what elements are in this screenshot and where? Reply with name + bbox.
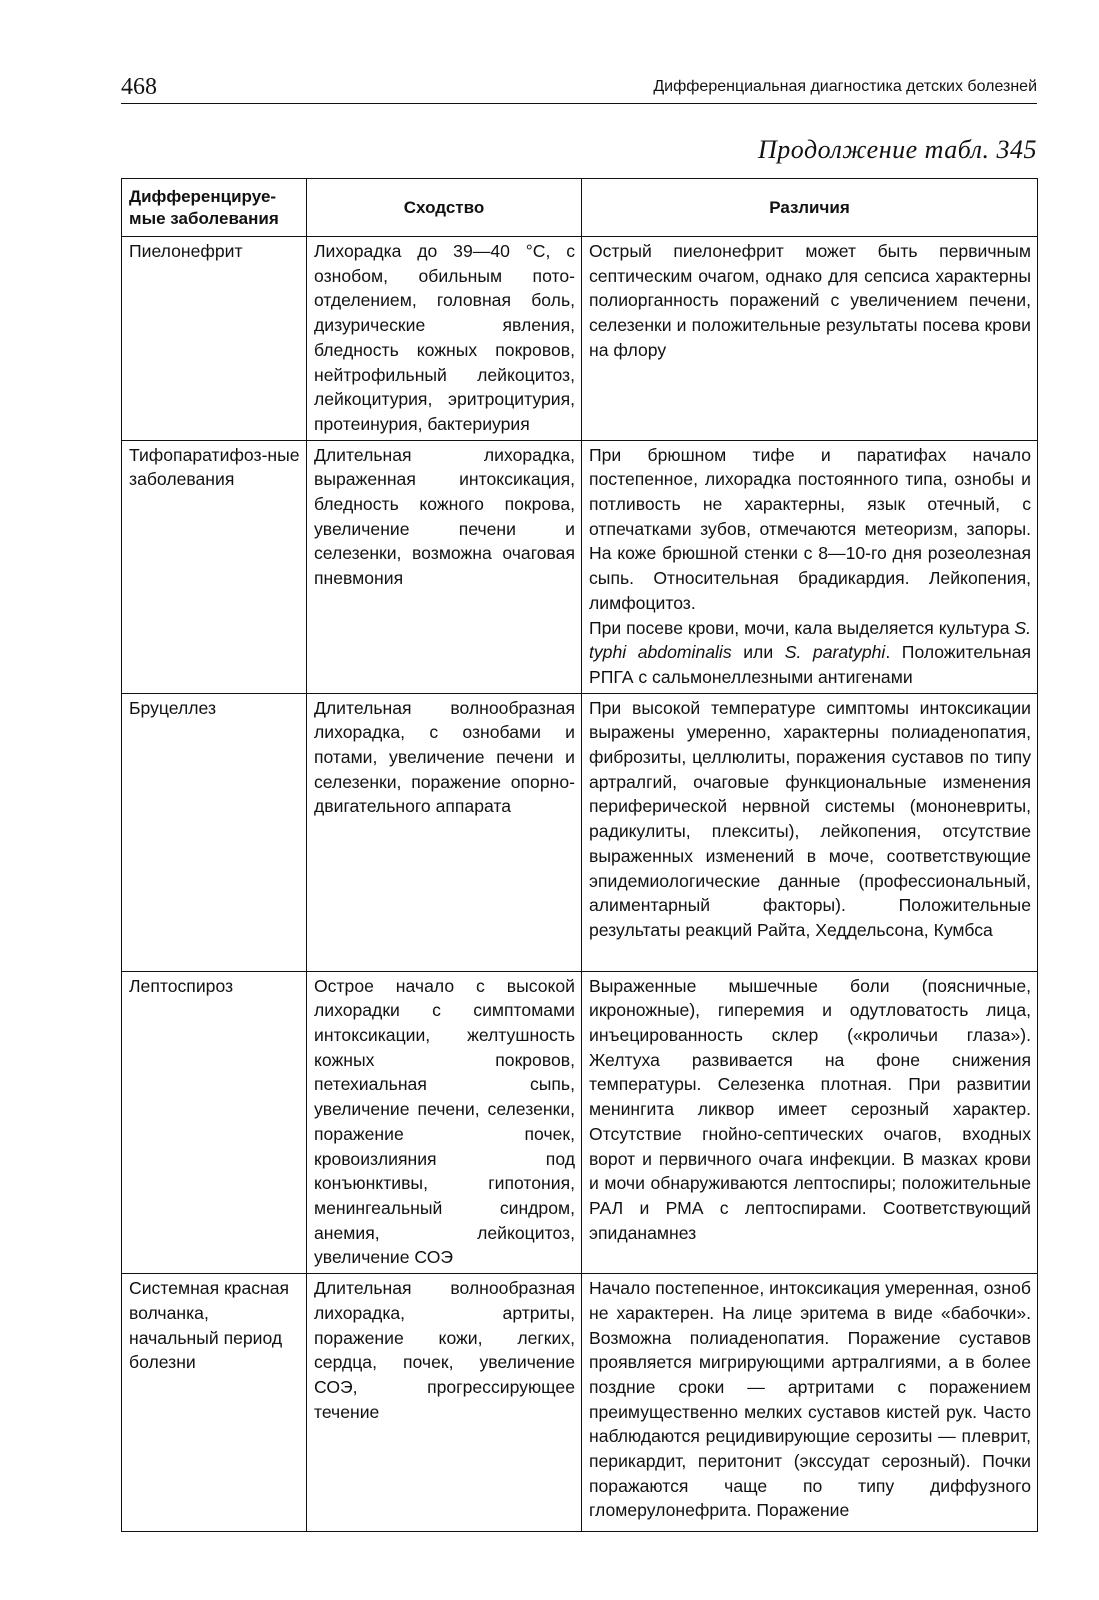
differences-cell: При высокой температуре симптомы интоксикации выражены умеренно, характерны полиаденопатия, фиброзиты, целлюлиты, поражения суставов по типу артралгий, очаговые функциональные изменения периферической нервной системы (мононевриты, радикулиты, плекситы), лейкопения, отсутствие выраженных изменений в моче, соответствующие эпидемиологические данные (профессиональный, алиментарный факторы). Положительные результаты реакций Райта, Хеддельсона, Кумбса: [582, 693, 1038, 971]
column-header-diseases: Дифференцируе- мые заболевания: [122, 179, 307, 237]
disease-name: Лептоспироз: [122, 971, 307, 1273]
page-number: 468: [121, 74, 157, 100]
table-row: [122, 971, 1038, 1273]
running-title: Дифференциальная диагностика детских болезней: [653, 78, 1037, 95]
similarity-cell: Длительная волнообразная лихорадка, с ознобами и потами, увеличение печени и селезенки, поражение опорно-двигательного аппарата: [307, 693, 582, 971]
disease-name: Пиелонефрит: [122, 237, 307, 441]
similarity-cell: Длительная волнообразная лихорадка, артриты, поражение кожи, легких, сердца, почек, увеличение СОЭ, прогрессирующее течение: [307, 1274, 582, 1532]
table-row: [122, 693, 1038, 971]
disease-name: Бруцеллез: [122, 693, 307, 971]
table-row: [122, 440, 1038, 693]
differential-diagnosis-table: [121, 178, 1038, 1532]
column-header-similarity: Сходство: [307, 179, 582, 237]
differences-cell: Начало постепенное, интоксикация умеренная, озноб не характерен. На лице эритема в виде «бабочки». Возможна полиаденопатия. Поражение суставов проявляется мигрирующими артралгиями, а в более поздние сроки — артритами с поражением преимущественно мелких суставов кистей рук. Часто наблюдаются рецидивирующие серозиты — плеврит, перикардит, перитонит (экссудат серозный). Почки поражаются чаще по типу диффузного гломерулонефрита. Поражение: [582, 1274, 1038, 1532]
table-header-row: [122, 179, 1038, 237]
similarity-cell: Острое начало с высокой лихорадки с симптомами интоксикации, желтушность кожных покровов, петехиальная сыпь, увеличение печени, селезенки, поражение почек, кровоизлияния под конъюнктивы, гипотония, менингеальный синдром, анемия, лейкоцитоз, увеличение СОЭ: [307, 971, 582, 1273]
header-rule: [121, 103, 1037, 104]
disease-name: Тифопаратифоз-ные заболевания: [122, 440, 307, 693]
differences-cell: [582, 440, 1038, 693]
column-header-differences: Различия: [582, 179, 1038, 237]
table-row: [122, 237, 1038, 441]
table-row: [122, 1274, 1038, 1532]
table-continuation-caption: Продолжение табл. 345: [758, 135, 1037, 164]
disease-name: Системная красная волчанка, начальный период болезни: [122, 1274, 307, 1532]
differences-paragraph: При брюшном тифе и паратифах начало постепенное, лихорадка постоянного типа, ознобы и потливость не характерны, язык отечный, с отпечатками зубов, отмечаются метеоризм, запоры. На коже брюшной стенки с 8—10-го дня розеолезная сыпь. Относительная брадикардия. Лейкопения, лимфоцитоз.: [589, 444, 1031, 613]
similarity-cell: Лихорадка до 39—40 °С, с ознобом, обильным пото-отделением, головная боль, дизурические явления, бледность кожных покровов, нейтрофильный лейкоцитоз, лейкоцитурия, эритроцитурия, протеинурия, бактериурия: [307, 237, 582, 441]
differences-paragraph-culture: При посеве крови, мочи, кала выделяется культура S. typhi abdominalis или S. paratyphi. Положительная РПГА с сальмонеллезными антигенами: [589, 617, 1032, 687]
differences-cell: Острый пиелонефрит может быть первичным септическим очагом, однако для сепсиса характерны полиорганность поражений с увеличением печени, селезенки и положительные результаты посева крови на флору: [582, 237, 1038, 441]
differences-cell: Выраженные мышечные боли (поясничные, икроножные), гиперемия и одутловатость лица, инъецированность склер («кроличьи глаза»). Желтуха развивается на фоне снижения температуры. Селезенка плотная. При развитии менингита ликвор имеет серозный характер. Отсутствие гнойно-септических очагов, входных ворот и первичного очага инфекции. В мазках крови и мочи обнаруживаются лептоспиры; положительные РАЛ и РМА с лептоспирами. Соответствующий эпиданамнез: [582, 971, 1038, 1273]
similarity-cell: Длительная лихорадка, выраженная интоксикация, бледность кожного покрова, увеличение печени и селезенки, возможна очаговая пневмония: [307, 440, 582, 693]
